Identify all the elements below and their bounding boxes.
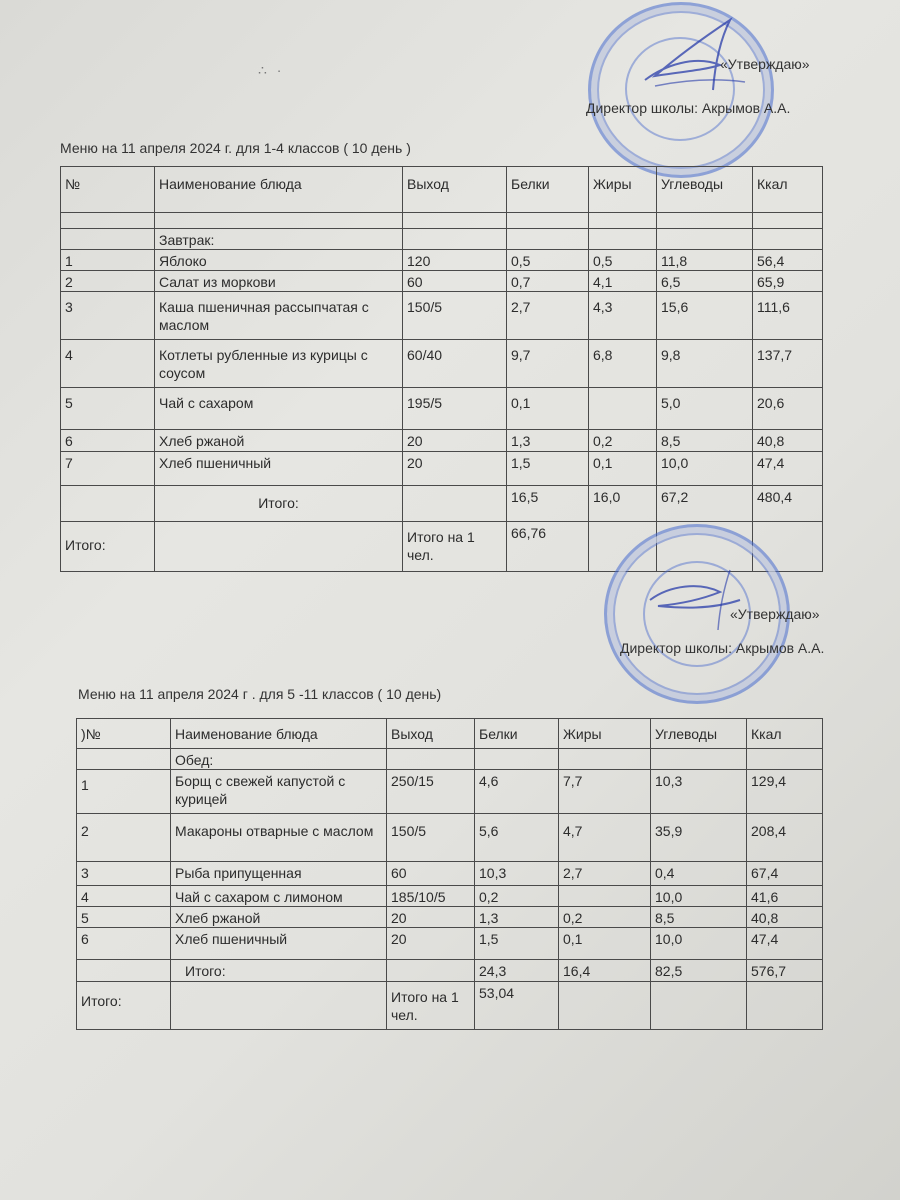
meal-label: Обед: bbox=[171, 749, 387, 770]
per-person-label: Итого на 1 чел. bbox=[387, 982, 475, 1030]
row-number: 4 bbox=[61, 340, 155, 388]
portion: 195/5 bbox=[403, 388, 507, 430]
fat: 4,7 bbox=[559, 814, 651, 862]
fat bbox=[559, 886, 651, 907]
table-row bbox=[61, 250, 823, 271]
protein: 1,5 bbox=[507, 452, 589, 486]
protein: 5,6 bbox=[475, 814, 559, 862]
dish-name: Котлеты рубленные из курицы с соусом bbox=[155, 340, 403, 388]
dish-name: Хлеб пшеничный bbox=[155, 452, 403, 486]
protein: 0,7 bbox=[507, 271, 589, 292]
fat: 0,2 bbox=[589, 430, 657, 452]
table-row bbox=[61, 388, 823, 430]
protein: 9,7 bbox=[507, 340, 589, 388]
header-cell: № bbox=[61, 167, 155, 213]
carbs: 11,8 bbox=[657, 250, 753, 271]
table-row bbox=[77, 907, 823, 928]
carbs: 8,5 bbox=[651, 907, 747, 928]
portion: 20 bbox=[403, 452, 507, 486]
portion: 150/5 bbox=[403, 292, 507, 340]
portion: 250/15 bbox=[387, 770, 475, 814]
meal-label: Завтрак: bbox=[155, 229, 403, 250]
kcal: 20,6 bbox=[753, 388, 823, 430]
header-cell: )№ bbox=[77, 719, 171, 749]
kcal: 56,4 bbox=[753, 250, 823, 271]
row-number: 2 bbox=[77, 814, 171, 862]
row-number: 5 bbox=[61, 388, 155, 430]
protein: 10,3 bbox=[475, 862, 559, 886]
carbs: 15,6 bbox=[657, 292, 753, 340]
table-row bbox=[61, 271, 823, 292]
row-number: 2 bbox=[61, 271, 155, 292]
carbs: 6,5 bbox=[657, 271, 753, 292]
kcal: 129,4 bbox=[747, 770, 823, 814]
dish-name: Каша пшеничная рассыпчатая с маслом bbox=[155, 292, 403, 340]
portion: 185/10/5 bbox=[387, 886, 475, 907]
protein: 1,3 bbox=[507, 430, 589, 452]
row-number: 7 bbox=[61, 452, 155, 486]
header-cell: Белки bbox=[475, 719, 559, 749]
per-person-label: Итого на 1 чел. bbox=[403, 522, 507, 572]
portion: 20 bbox=[403, 430, 507, 452]
header-cell: Ккал bbox=[753, 167, 823, 213]
table-row bbox=[77, 886, 823, 907]
portion: 60 bbox=[387, 862, 475, 886]
carbs: 5,0 bbox=[657, 388, 753, 430]
kcal: 67,4 bbox=[747, 862, 823, 886]
fat-total: 16,0 bbox=[589, 486, 657, 522]
menu-title: Меню на 11 апреля 2024 г. для 1-4 классов ( 10 день ) bbox=[60, 140, 411, 156]
row-number: 3 bbox=[61, 292, 155, 340]
dish-name: Хлеб ржаной bbox=[155, 430, 403, 452]
per-person-value: 53,04 bbox=[475, 982, 559, 1030]
fat: 4,1 bbox=[589, 271, 657, 292]
carbs-total: 82,5 bbox=[651, 960, 747, 982]
header-cell: Наименование блюда bbox=[171, 719, 387, 749]
fat: 0,1 bbox=[559, 928, 651, 960]
meal-row bbox=[61, 229, 823, 250]
carbs: 0,4 bbox=[651, 862, 747, 886]
table-row bbox=[77, 862, 823, 886]
carbs: 10,3 bbox=[651, 770, 747, 814]
portion: 120 bbox=[403, 250, 507, 271]
table-row bbox=[61, 452, 823, 486]
header-cell: Белки bbox=[507, 167, 589, 213]
header-cell: Жиры bbox=[589, 167, 657, 213]
fat: 6,8 bbox=[589, 340, 657, 388]
kcal: 65,9 bbox=[753, 271, 823, 292]
table-row bbox=[61, 340, 823, 388]
kcal: 208,4 bbox=[747, 814, 823, 862]
protein: 2,7 bbox=[507, 292, 589, 340]
table-header-row bbox=[61, 167, 823, 213]
subtotal-row bbox=[61, 486, 823, 522]
row-number: 5 bbox=[77, 907, 171, 928]
table-row bbox=[61, 430, 823, 452]
total-label: Итого: bbox=[77, 982, 171, 1030]
header-cell: Выход bbox=[403, 167, 507, 213]
fat: 0,5 bbox=[589, 250, 657, 271]
fat: 0,1 bbox=[589, 452, 657, 486]
director-label: Директор школы: Акрымов А.А. bbox=[586, 100, 791, 116]
portion: 20 bbox=[387, 907, 475, 928]
carbs: 9,8 bbox=[657, 340, 753, 388]
protein: 0,2 bbox=[475, 886, 559, 907]
menu-table bbox=[60, 166, 823, 572]
dish-name: Хлеб ржаной bbox=[171, 907, 387, 928]
fat bbox=[589, 388, 657, 430]
carbs: 10,0 bbox=[657, 452, 753, 486]
dish-name: Яблоко bbox=[155, 250, 403, 271]
paper-marks: ∴ · bbox=[258, 62, 285, 78]
menu-title: Меню на 11 апреля 2024 г . для 5 -11 классов ( 10 день) bbox=[78, 686, 442, 702]
kcal-total: 480,4 bbox=[753, 486, 823, 522]
portion: 60/40 bbox=[403, 340, 507, 388]
row-number: 3 bbox=[77, 862, 171, 886]
subtotal-label: Итого: bbox=[171, 960, 387, 982]
approval-label: «Утверждаю» bbox=[720, 56, 810, 72]
row-number: 6 bbox=[77, 928, 171, 960]
kcal: 111,6 bbox=[753, 292, 823, 340]
fat: 7,7 bbox=[559, 770, 651, 814]
row-number: 1 bbox=[77, 770, 171, 814]
approval-label: «Утверждаю» bbox=[730, 606, 820, 622]
kcal: 41,6 bbox=[747, 886, 823, 907]
fat: 2,7 bbox=[559, 862, 651, 886]
fat: 4,3 bbox=[589, 292, 657, 340]
kcal: 40,8 bbox=[753, 430, 823, 452]
header-cell: Углеводы bbox=[651, 719, 747, 749]
protein: 0,1 bbox=[507, 388, 589, 430]
table-row bbox=[61, 292, 823, 340]
dish-name: Макароны отварные с маслом bbox=[171, 814, 387, 862]
kcal: 40,8 bbox=[747, 907, 823, 928]
carbs: 10,0 bbox=[651, 928, 747, 960]
protein: 1,5 bbox=[475, 928, 559, 960]
kcal: 47,4 bbox=[747, 928, 823, 960]
protein: 0,5 bbox=[507, 250, 589, 271]
carbs-total: 67,2 bbox=[657, 486, 753, 522]
header-cell: Жиры bbox=[559, 719, 651, 749]
header-cell: Ккал bbox=[747, 719, 823, 749]
spacer-row bbox=[61, 213, 823, 229]
carbs: 8,5 bbox=[657, 430, 753, 452]
row-number: 1 bbox=[61, 250, 155, 271]
total-row bbox=[77, 982, 823, 1030]
meal-row bbox=[77, 749, 823, 770]
total-label: Итого: bbox=[61, 522, 155, 572]
table-header-row bbox=[77, 719, 823, 749]
dish-name: Рыба припущенная bbox=[171, 862, 387, 886]
dish-name: Чай с сахаром bbox=[155, 388, 403, 430]
menu-table bbox=[76, 718, 823, 1030]
protein: 1,3 bbox=[475, 907, 559, 928]
director-label: Директор школы: Акрымов А.А. bbox=[620, 640, 825, 656]
carbs: 35,9 bbox=[651, 814, 747, 862]
portion: 150/5 bbox=[387, 814, 475, 862]
subtotal-label: Итого: bbox=[155, 486, 403, 522]
portion: 60 bbox=[403, 271, 507, 292]
row-number: 4 bbox=[77, 886, 171, 907]
per-person-value: 66,76 bbox=[507, 522, 589, 572]
kcal-total: 576,7 bbox=[747, 960, 823, 982]
portion: 20 bbox=[387, 928, 475, 960]
fat-total: 16,4 bbox=[559, 960, 651, 982]
table-row bbox=[77, 928, 823, 960]
dish-name: Борщ с свежей капустой с курицей bbox=[171, 770, 387, 814]
fat: 0,2 bbox=[559, 907, 651, 928]
protein-total: 16,5 bbox=[507, 486, 589, 522]
header-cell: Наименование блюда bbox=[155, 167, 403, 213]
header-cell: Выход bbox=[387, 719, 475, 749]
protein-total: 24,3 bbox=[475, 960, 559, 982]
kcal: 47,4 bbox=[753, 452, 823, 486]
carbs: 10,0 bbox=[651, 886, 747, 907]
table-row bbox=[77, 814, 823, 862]
table-row bbox=[77, 770, 823, 814]
signature bbox=[640, 560, 770, 640]
row-number: 6 bbox=[61, 430, 155, 452]
dish-name: Хлеб пшеничный bbox=[171, 928, 387, 960]
subtotal-row bbox=[77, 960, 823, 982]
protein: 4,6 bbox=[475, 770, 559, 814]
dish-name: Салат из моркови bbox=[155, 271, 403, 292]
header-cell: Углеводы bbox=[657, 167, 753, 213]
dish-name: Чай с сахаром с лимоном bbox=[171, 886, 387, 907]
kcal: 137,7 bbox=[753, 340, 823, 388]
